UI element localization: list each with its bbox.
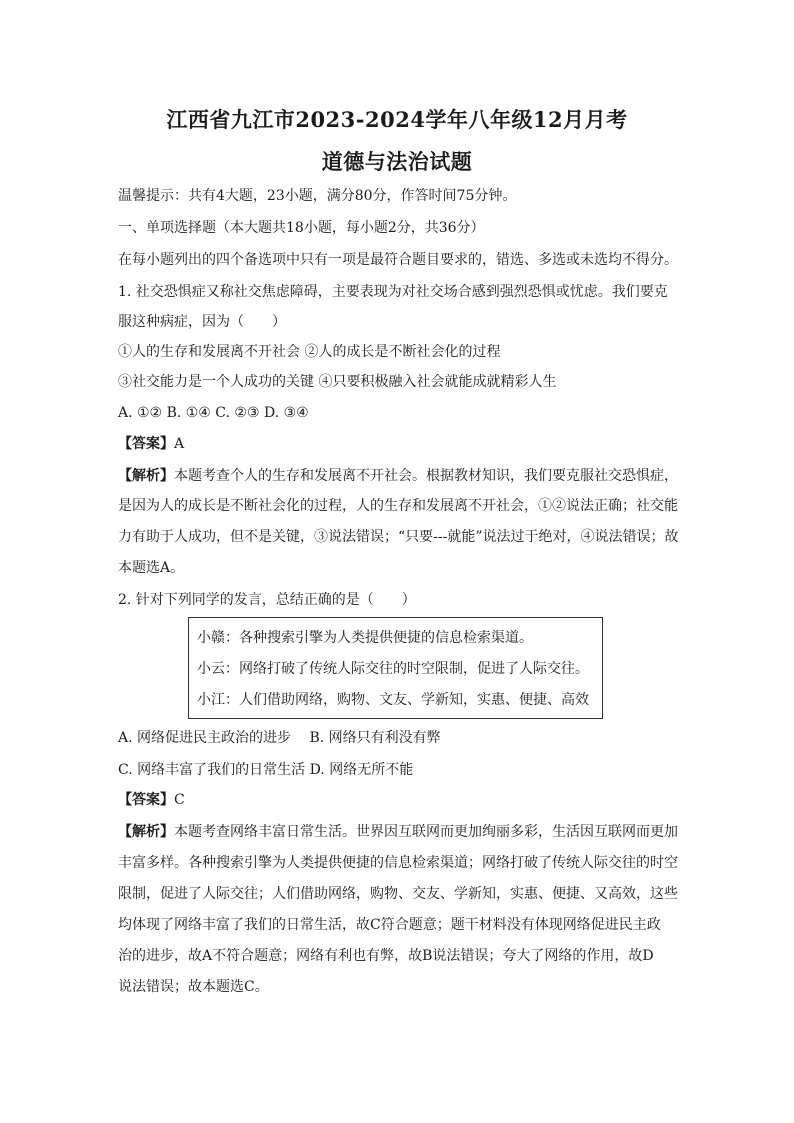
q2-analysis-line4: 均体现了网络丰富了我们的日常生活，故C符合题意；题干材料没有体现网络促进民主政 [118,917,661,933]
q2-material-box [188,617,603,719]
section-heading: 一、单项选择题（本大题共18小题，每小题2分，共36分） [118,220,485,236]
section-instruction: 在每小题列出的四个备选项中只有一项是最符合题目要求的，错选、多选或未选均不得分。 [118,252,678,268]
q2-answer-value: C [174,792,185,808]
q2-answer [118,790,185,810]
q1-option-line1: ①人的生存和发展离不开社会 ②人的成长是不断社会化的过程 [118,344,501,360]
q2-box-line1: 小赣：各种搜索引擎为人类提供便捷的信息检索渠道。 [197,630,533,646]
q2-box-line2: 小云：网络打破了传统人际交往的时空限制，促进了人际交往。 [197,661,589,677]
q2-answer-label: 【答案】 [118,792,174,808]
q1-answer [118,434,184,454]
q2-choices-line2: C. 网络丰富了我们的日常生活 D. 网络无所不能 [118,762,414,778]
q2-box-line3: 小江：人们借助网络，购物、文友、学新知，实惠、便捷、高效 [197,692,589,708]
q2-analysis-text: 本题考查网络丰富日常生活。世界因互联网而更加绚丽多彩，生活因互联网而更加 [174,824,678,840]
q2-analysis-line3: 限制，促进了人际交往；人们借助网络，购物、交友、学新知，实惠、便捷、又高效，这些 [118,886,678,902]
q1-stem-line1: 1. 社交恐惧症又称社交焦虑障碍，主要表现为对社交场合感到强烈恐惧或忧虑。我们要克 [118,284,668,300]
q1-answer-value: A [174,436,185,452]
tip-text: 温馨提示：共有4大题，23小题，满分80分，作答时间75分钟。 [118,188,517,204]
exam-subtitle: 道德与法治试题 [321,149,473,174]
q2-analysis-label: 【解析】 [118,824,174,840]
q1-analysis-line3: 力有助于人成功，但不是关键，③说法错误；“只要---就能”说法过于绝对，④说法错误；故 [118,529,679,545]
q1-analysis-line2: 是因为人的成长是不断社会化的过程，人的生存和发展离不开社会，①②说法正确；社交能 [118,498,678,514]
q1-analysis-text: 本题考查个人的生存和发展离不开社会。根据教材知识，我们要克服社交恐惧症， [174,468,678,484]
q2-analysis-line2: 丰富多样。各种搜索引擎为人类提供便捷的信息检索渠道；网络打破了传统人际交往的时空 [118,855,678,871]
q1-stem-line2: 服这种病症，因为（ ） [118,314,286,330]
q1-analysis-line4: 本题选A。 [118,560,185,576]
q2-choices-line1: A. 网络促进民主政治的进步 B. 网络只有利没有弊 [118,730,441,746]
q2-analysis-line6: 说法错误；故本题选C。 [118,979,269,995]
q1-analysis-label: 【解析】 [118,468,174,484]
q1-answer-label: 【答案】 [118,436,174,452]
exam-title: 江西省九江市2023-2024学年八年级12月月考 [166,107,628,132]
q2-stem: 2. 针对下列同学的发言，总结正确的是（ ） [118,592,416,608]
q1-choices: A. ①② B. ①④ C. ②③ D. ③④ [118,405,309,421]
q2-analysis-line5: 治的进步，故A不符合题意；网络有利也有弊，故B说法错误；夸大了网络的作用，故D [118,948,654,964]
q1-option-line2: ③社交能力是一个人成功的关键 ④只要积极融入社会就能成就精彩人生 [118,374,557,390]
q2-analysis-line1 [118,822,678,842]
q1-analysis-line1 [118,466,678,486]
